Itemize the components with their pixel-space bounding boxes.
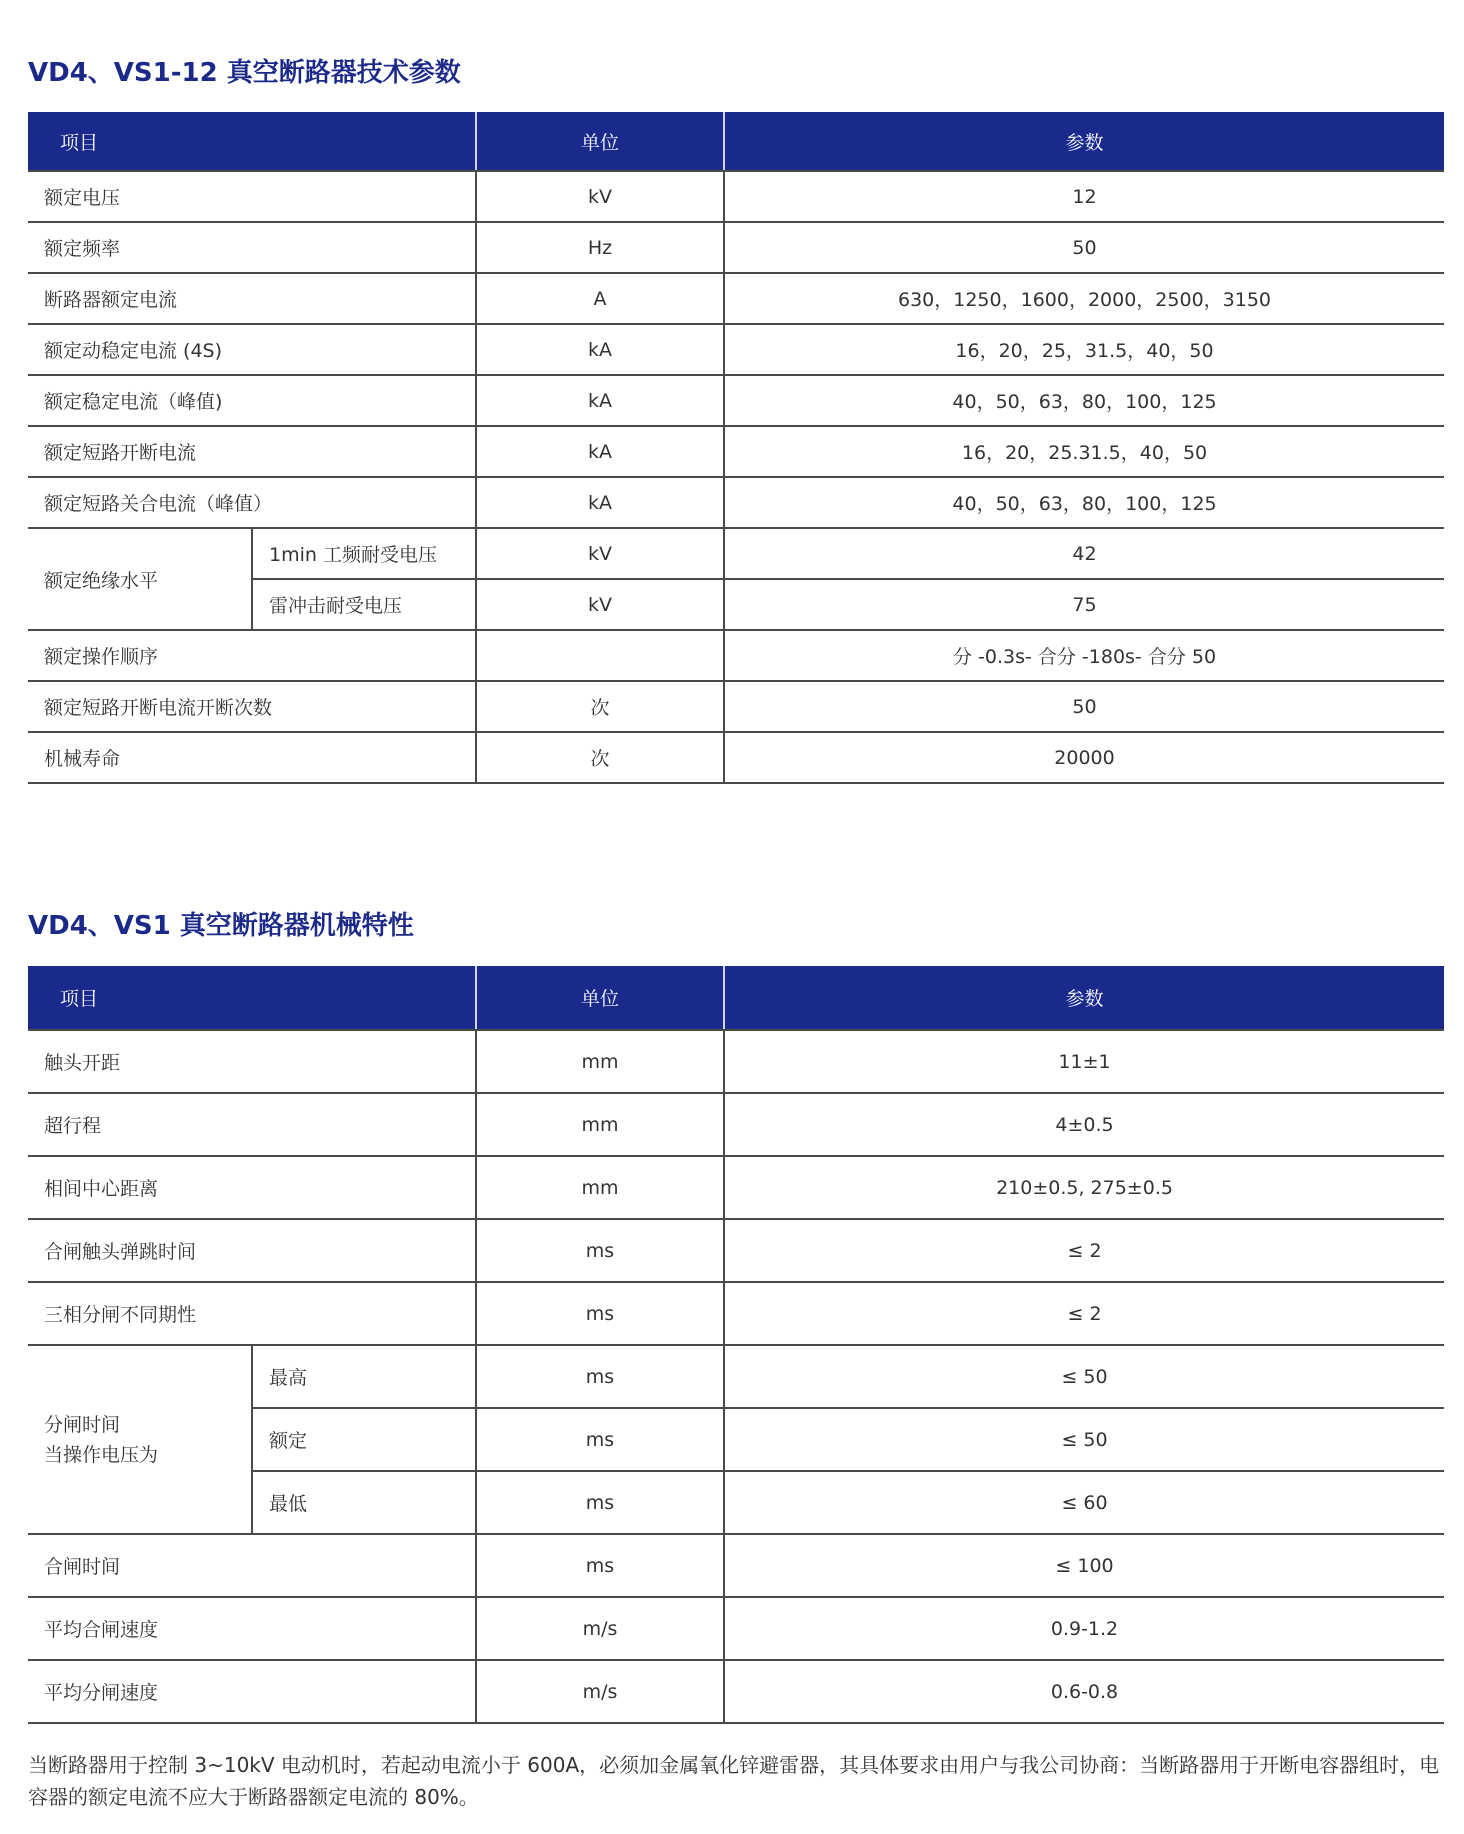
row-value: 0.6-0.8 <box>724 1660 1444 1723</box>
table-row <box>28 477 1444 528</box>
header-unit: 单位 <box>476 966 724 1030</box>
row-label: 额定频率 <box>28 222 476 273</box>
row-value: 40，50，63，80，100，125 <box>724 375 1444 426</box>
table-row <box>28 1282 1444 1345</box>
table-row <box>28 426 1444 477</box>
table-row <box>28 324 1444 375</box>
row-label: 额定电压 <box>28 171 476 222</box>
row-sublabel: 最高 <box>252 1345 476 1408</box>
row-sublabel: 额定 <box>252 1408 476 1471</box>
row-unit: kA <box>476 375 724 426</box>
mechanical-characteristics-table <box>28 966 1444 1724</box>
header-item: 项目 <box>28 112 476 171</box>
row-value: 50 <box>724 681 1444 732</box>
header-value: 参数 <box>724 966 1444 1030</box>
row-label: 额定短路开断电流 <box>28 426 476 477</box>
opening-time-label-line2: 当操作电压为 <box>44 1443 159 1466</box>
footnote: 当断路器用于控制 3~10kV 电动机时，若起动电流小于 600A，必须加金属氧化锌避雷器，其具体要求由用户与我公司协商：当断路器用于开断电容器组时，电容器的额定电流不应大于断路器额定电流的 80%。 <box>28 1753 1440 1809</box>
table-header-row <box>28 966 1444 1030</box>
row-value: 630，1250，1600，2000，2500，3150 <box>724 273 1444 324</box>
table-row <box>28 375 1444 426</box>
row-unit: mm <box>476 1030 724 1093</box>
table-row <box>28 1534 1444 1597</box>
row-label: 额定短路关合电流（峰值） <box>28 477 476 528</box>
row-label: 合闸时间 <box>28 1534 476 1597</box>
table1-title: VD4、VS1-12 真空断路器技术参数 <box>28 58 461 88</box>
row-unit: A <box>476 273 724 324</box>
table-row <box>28 1156 1444 1219</box>
row-value: 210±0.5, 275±0.5 <box>724 1156 1444 1219</box>
row-label: 断路器额定电流 <box>28 273 476 324</box>
row-label: 触头开距 <box>28 1030 476 1093</box>
row-label: 合闸触头弹跳时间 <box>28 1219 476 1282</box>
row-unit: ms <box>476 1534 724 1597</box>
table-row <box>28 1597 1444 1660</box>
row-sublabel: 1min 工频耐受电压 <box>252 528 476 579</box>
row-value: ≤ 2 <box>724 1219 1444 1282</box>
table-row <box>28 1660 1444 1723</box>
row-unit: 次 <box>476 732 724 783</box>
table-row <box>28 171 1444 222</box>
row-label: 平均分闸速度 <box>28 1660 476 1723</box>
row-label: 三相分闸不同期性 <box>28 1282 476 1345</box>
row-unit: ms <box>476 1345 724 1408</box>
insulation-level-label: 额定绝缘水平 <box>28 528 252 630</box>
row-unit: kV <box>476 528 724 579</box>
row-value: 4±0.5 <box>724 1093 1444 1156</box>
opening-time-label-line1: 分闸时间 <box>44 1413 121 1436</box>
row-label: 额定操作顺序 <box>28 630 476 681</box>
row-value: 分 -0.3s- 合分 -180s- 合分 50 <box>724 630 1444 681</box>
header-item: 项目 <box>28 966 476 1030</box>
row-value: 75 <box>724 579 1444 630</box>
row-unit: Hz <box>476 222 724 273</box>
row-value: 16，20，25，31.5，40，50 <box>724 324 1444 375</box>
row-value: 12 <box>724 171 1444 222</box>
row-unit: ms <box>476 1282 724 1345</box>
row-value: 50 <box>724 222 1444 273</box>
table-row <box>28 222 1444 273</box>
row-unit: ms <box>476 1408 724 1471</box>
table2-title: VD4、VS1 真空断路器机械特性 <box>28 911 414 941</box>
row-value: 42 <box>724 528 1444 579</box>
table-row <box>28 1219 1444 1282</box>
header-value: 参数 <box>724 112 1444 171</box>
opening-time-label <box>28 1345 252 1534</box>
row-value: 11±1 <box>724 1030 1444 1093</box>
row-label: 额定稳定电流（峰值) <box>28 375 476 426</box>
row-unit: kA <box>476 426 724 477</box>
row-label: 额定动稳定电流 (4S) <box>28 324 476 375</box>
header-unit: 单位 <box>476 112 724 171</box>
table-row <box>28 528 1444 579</box>
row-value: ≤ 50 <box>724 1408 1444 1471</box>
table-header-row <box>28 112 1444 171</box>
row-unit: m/s <box>476 1660 724 1723</box>
row-unit: kV <box>476 579 724 630</box>
row-unit: kV <box>476 171 724 222</box>
technical-parameters-table <box>28 112 1444 784</box>
row-sublabel: 雷冲击耐受电压 <box>252 579 476 630</box>
row-unit: mm <box>476 1093 724 1156</box>
table-row <box>28 273 1444 324</box>
row-value: ≤ 100 <box>724 1534 1444 1597</box>
table-row <box>28 1093 1444 1156</box>
row-sublabel: 最低 <box>252 1471 476 1534</box>
table-row <box>28 1345 1444 1408</box>
row-label: 平均合闸速度 <box>28 1597 476 1660</box>
row-label: 额定短路开断电流开断次数 <box>28 681 476 732</box>
row-unit: kA <box>476 324 724 375</box>
table-row <box>28 1030 1444 1093</box>
row-unit: 次 <box>476 681 724 732</box>
table-row <box>28 732 1444 783</box>
row-label: 相间中心距离 <box>28 1156 476 1219</box>
row-unit: kA <box>476 477 724 528</box>
table-row <box>28 630 1444 681</box>
row-unit: ms <box>476 1219 724 1282</box>
row-value: 0.9-1.2 <box>724 1597 1444 1660</box>
row-unit: mm <box>476 1156 724 1219</box>
row-value: ≤ 2 <box>724 1282 1444 1345</box>
row-value: ≤ 60 <box>724 1471 1444 1534</box>
row-value: 16，20，25.31.5，40，50 <box>724 426 1444 477</box>
row-unit: ms <box>476 1471 724 1534</box>
row-value: ≤ 50 <box>724 1345 1444 1408</box>
row-value: 20000 <box>724 732 1444 783</box>
row-label: 机械寿命 <box>28 732 476 783</box>
row-value: 40，50，63，80，100，125 <box>724 477 1444 528</box>
row-unit <box>476 630 724 681</box>
row-label: 超行程 <box>28 1093 476 1156</box>
table-row <box>28 681 1444 732</box>
row-unit: m/s <box>476 1597 724 1660</box>
